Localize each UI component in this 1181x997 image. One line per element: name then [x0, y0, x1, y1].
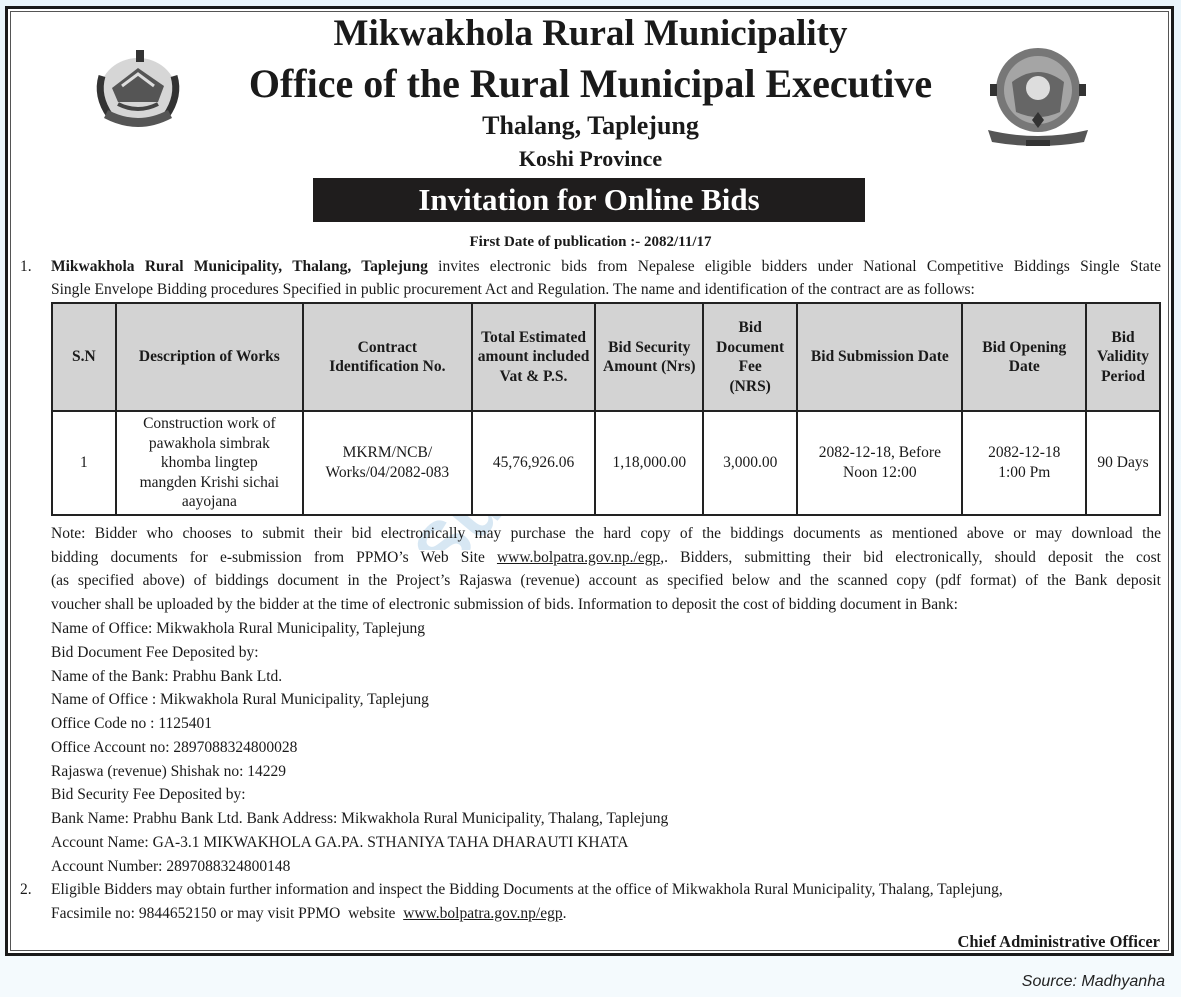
- section-2-text-post: .: [562, 905, 567, 922]
- col-header-submission-date: Bid Submission Date: [797, 303, 962, 411]
- note-line-4: voucher shall be uploaded by the bidder at the time of electronic submission of bids. Information to deposit the cost of bidding document in Bank:: [51, 596, 958, 613]
- publication-date: First Date of publication :- 2082/11/17: [469, 234, 712, 250]
- section-1-lead: Mikwakhola Rural Municipality, Thalang, Taplejung: [51, 258, 428, 275]
- section-2-line-1: Eligible Bidders may obtain further information and inspect the Bidding Documents at the office of Mikwakhola Rural Municipality, Thalang, Taplejung,: [51, 881, 1003, 898]
- table-header-row: [52, 303, 1160, 411]
- source-credit: Source: Madhyanha: [1021, 973, 1165, 990]
- section-1-line-1: [51, 255, 1161, 279]
- office-title: Office of the Rural Municipal Executive: [248, 61, 933, 106]
- bank-info-bank-name: Name of the Bank: Prabhu Bank Ltd.: [51, 667, 283, 685]
- note-text-post: ,. Bidders, submitting their bid electronically, should deposit the cost: [660, 549, 1161, 566]
- section-1-line-2: Single Envelope Bidding procedures Specified in public procurement Act and Regulation. The name and identification of the contract are as follows:: [51, 281, 975, 298]
- col-header-sn: S.N: [52, 303, 116, 411]
- section-1-number: 1.: [20, 258, 32, 275]
- bank-info-account-name: Account Name: GA-3.1 MIKWAKHOLA GA.PA. STHANIYA TAHA DHARAUTI KHATA: [51, 833, 629, 851]
- note-text: bidding documents for e-submission from PPMO’s Web Site: [51, 549, 497, 566]
- contract-table: [51, 302, 1161, 516]
- bank-info-office-account: Office Account no: 2897088324800028: [51, 738, 298, 756]
- cell-sn: 1: [52, 411, 116, 515]
- notice-title-banner: Invitation for Online Bids: [313, 178, 865, 222]
- note-line-3: (as specified above) of biddings document in the Project’s Rajaswa (revenue) account as specified below and the scanned copy (pdf format) of the Bank deposit: [51, 572, 1161, 589]
- location: Thalang, Taplejung: [482, 111, 699, 140]
- cell-total-estimated: 45,76,926.06: [472, 411, 596, 515]
- col-header-total-estimated: Total Estimated amount included Vat & P.S.: [472, 303, 596, 411]
- municipality-name: Mikwakhola Rural Municipality: [333, 13, 848, 54]
- bank-info-list: [51, 617, 668, 878]
- table-row: [52, 411, 1160, 515]
- bank-info-doc-fee-heading: Bid Document Fee Deposited by:: [51, 643, 259, 661]
- cell-contract-id: MKRM/NCB/ Works/04/2082-083: [303, 411, 472, 515]
- cell-submission-date: 2082-12-18, Before Noon 12:00: [797, 411, 962, 515]
- bank-info-office-code: Office Code no : 1125401: [51, 715, 213, 732]
- cell-bid-security: 1,18,000.00: [595, 411, 703, 515]
- cell-document-fee: 3,000.00: [703, 411, 797, 515]
- section-2-line-2: [51, 902, 566, 926]
- bank-info-office-name-2: Name of Office : Mikwakhola Rural Municipality, Taplejung: [51, 691, 429, 709]
- col-header-document-fee: Bid Document Fee (NRS): [703, 303, 797, 411]
- note-line-1: Note: Bidder who chooses to submit their bid electronically may purchase the hard copy of the biddings documents as mentioned above or may download the: [51, 525, 1161, 542]
- bank-info-security-bank: Bank Name: Prabhu Bank Ltd. Bank Address: Mikwakhola Rural Municipality, Thalang, Taplejung: [51, 810, 669, 827]
- section-1-text: invites electronic bids from Nepalese eligible bidders under National Competitive Biddings Single State: [427, 258, 1161, 275]
- bank-info-office-name: Name of Office: Mikwakhola Rural Municipality, Taplejung: [51, 620, 425, 637]
- bank-info-security-heading: Bid Security Fee Deposited by:: [51, 786, 246, 804]
- bolpatra-link-2[interactable]: www.bolpatra.gov.np/egp: [403, 905, 563, 922]
- note-line-2: [51, 546, 1161, 570]
- bank-info-account-number: Account Number: 2897088324800148: [51, 857, 291, 875]
- cell-validity: 90 Days: [1086, 411, 1160, 515]
- col-header-bid-security: Bid Security Amount (Nrs): [595, 303, 703, 411]
- cell-description: Construction work of pawakhola simbrak khomba lingtep mangden Krishi sichai aayojana: [116, 411, 303, 515]
- bolpatra-link[interactable]: www.bolpatra.gov.np./egp: [496, 549, 661, 566]
- bank-info-revenue-head: Rajaswa (revenue) Shishak no: 14229: [51, 762, 287, 780]
- col-header-validity: Bid Validity Period: [1086, 303, 1160, 411]
- section-2-number: 2.: [20, 881, 32, 898]
- section-2-text: Facsimile no: 9844652150 or may visit PPMO website: [51, 905, 404, 922]
- signatory-title: Chief Administrative Officer: [957, 932, 1160, 951]
- col-header-opening-date: Bid Opening Date: [962, 303, 1086, 411]
- province: Koshi Province: [518, 146, 663, 171]
- col-header-description: Description of Works: [116, 303, 303, 411]
- cell-opening-date: 2082-12-18 1:00 Pm: [962, 411, 1086, 515]
- col-header-contract-id: Contract Identification No.: [303, 303, 472, 411]
